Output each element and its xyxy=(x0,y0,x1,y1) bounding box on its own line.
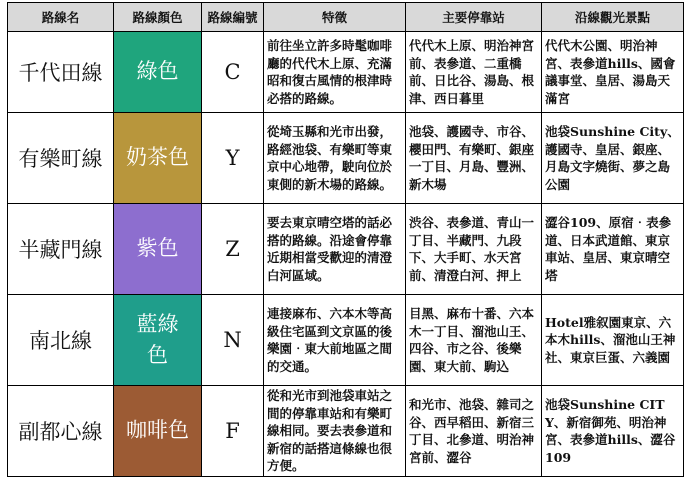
header-features: 特徵 xyxy=(264,3,406,32)
header-line-color: 路線顏色 xyxy=(114,3,202,32)
line-code: Y xyxy=(202,113,264,204)
line-feature: 從埼玉縣和光市出發，路經池袋、有樂町等東京中心地帶，駛向位於東側的新木場的路線。 xyxy=(264,113,406,204)
line-color-swatch xyxy=(114,386,202,477)
line-color-label: 奶茶色 xyxy=(126,145,189,170)
line-color-swatch xyxy=(114,113,202,204)
table-row xyxy=(8,295,684,386)
line-code: Z xyxy=(202,204,264,295)
line-feature: 前往坐立許多時髦咖啡廳的代代木上原、充滿昭和復古風情的根津時必搭的路線。 xyxy=(264,32,406,113)
line-code: C xyxy=(202,32,264,113)
line-color-label: 綠色 xyxy=(136,59,179,84)
line-sights: Hotel雅叙園東京、六本木hills、溜池山王神社、東京巨蛋、六義園 xyxy=(542,295,684,386)
line-color-label: 藍綠色 xyxy=(136,311,179,367)
line-feature: 從和光市到池袋車站之間的停靠車站和有樂町線相同。要去表參道和新宿的話搭這條線也很方便。 xyxy=(264,386,406,477)
line-stops: 和光市、池袋、雜司之谷、西早稻田、新宿三丁目、北參道、明治神宮前、澀谷 xyxy=(406,386,542,477)
line-name: 千代田線 xyxy=(8,32,114,113)
line-sights: 澀谷109、原宿‧表參道、日本武道館、東京車站、皇居、東京晴空塔 xyxy=(542,204,684,295)
header-sights: 沿線觀光景點 xyxy=(542,3,684,32)
line-name: 有樂町線 xyxy=(8,113,114,204)
line-color-swatch xyxy=(114,32,202,113)
line-sights: 池袋Sunshine City、護國寺、皇居、銀座、月島文字燒街、夢之島公園 xyxy=(542,113,684,204)
header-row xyxy=(8,3,684,32)
line-color-label: 紫色 xyxy=(136,236,179,261)
line-name: 南北線 xyxy=(8,295,114,386)
line-stops: 代代木上原、明治神宮前、表參道、二重橋前、日比谷、湯島、根津、西日暮里 xyxy=(406,32,542,113)
table-row xyxy=(8,204,684,295)
line-feature: 連接麻布、六本木等高級住宅區到文京區的後樂園‧東大前地區之間的交通。 xyxy=(264,295,406,386)
metro-lines-table xyxy=(7,2,684,477)
table-row xyxy=(8,386,684,477)
line-stops: 目黑、麻布十番、六本木一丁目、溜池山王、四谷、市之谷、後樂園、東大前、駒込 xyxy=(406,295,542,386)
line-color-label: 咖啡色 xyxy=(126,418,189,443)
line-color-swatch xyxy=(114,204,202,295)
header-line-name: 路線名 xyxy=(8,3,114,32)
line-name: 副都心線 xyxy=(8,386,114,477)
header-main-stops: 主要停靠站 xyxy=(406,3,542,32)
line-sights: 代代木公園、明治神宮、表參道hills、國會議事堂、皇居、湯島天滿宮 xyxy=(542,32,684,113)
table-row xyxy=(8,113,684,204)
table-row xyxy=(8,32,684,113)
line-name: 半藏門線 xyxy=(8,204,114,295)
line-stops: 池袋、護國寺、市谷、櫻田門、有樂町、銀座一丁目、月島、豐洲、新木場 xyxy=(406,113,542,204)
line-sights: 池袋Sunshine CITY、新宿御苑、明治神宮、表參道hills、澀谷109 xyxy=(542,386,684,477)
line-code: N xyxy=(202,295,264,386)
line-feature: 要去東京晴空塔的話必搭的路線。沿途會停靠近期相當受歡迎的清澄白河區域。 xyxy=(264,204,406,295)
header-line-code: 路線編號 xyxy=(202,3,264,32)
line-stops: 渋谷、表參道、青山一丁目、半藏門、九段下、大手町、水天宮前、清澄白河、押上 xyxy=(406,204,542,295)
line-code: F xyxy=(202,386,264,477)
line-color-swatch xyxy=(114,295,202,386)
